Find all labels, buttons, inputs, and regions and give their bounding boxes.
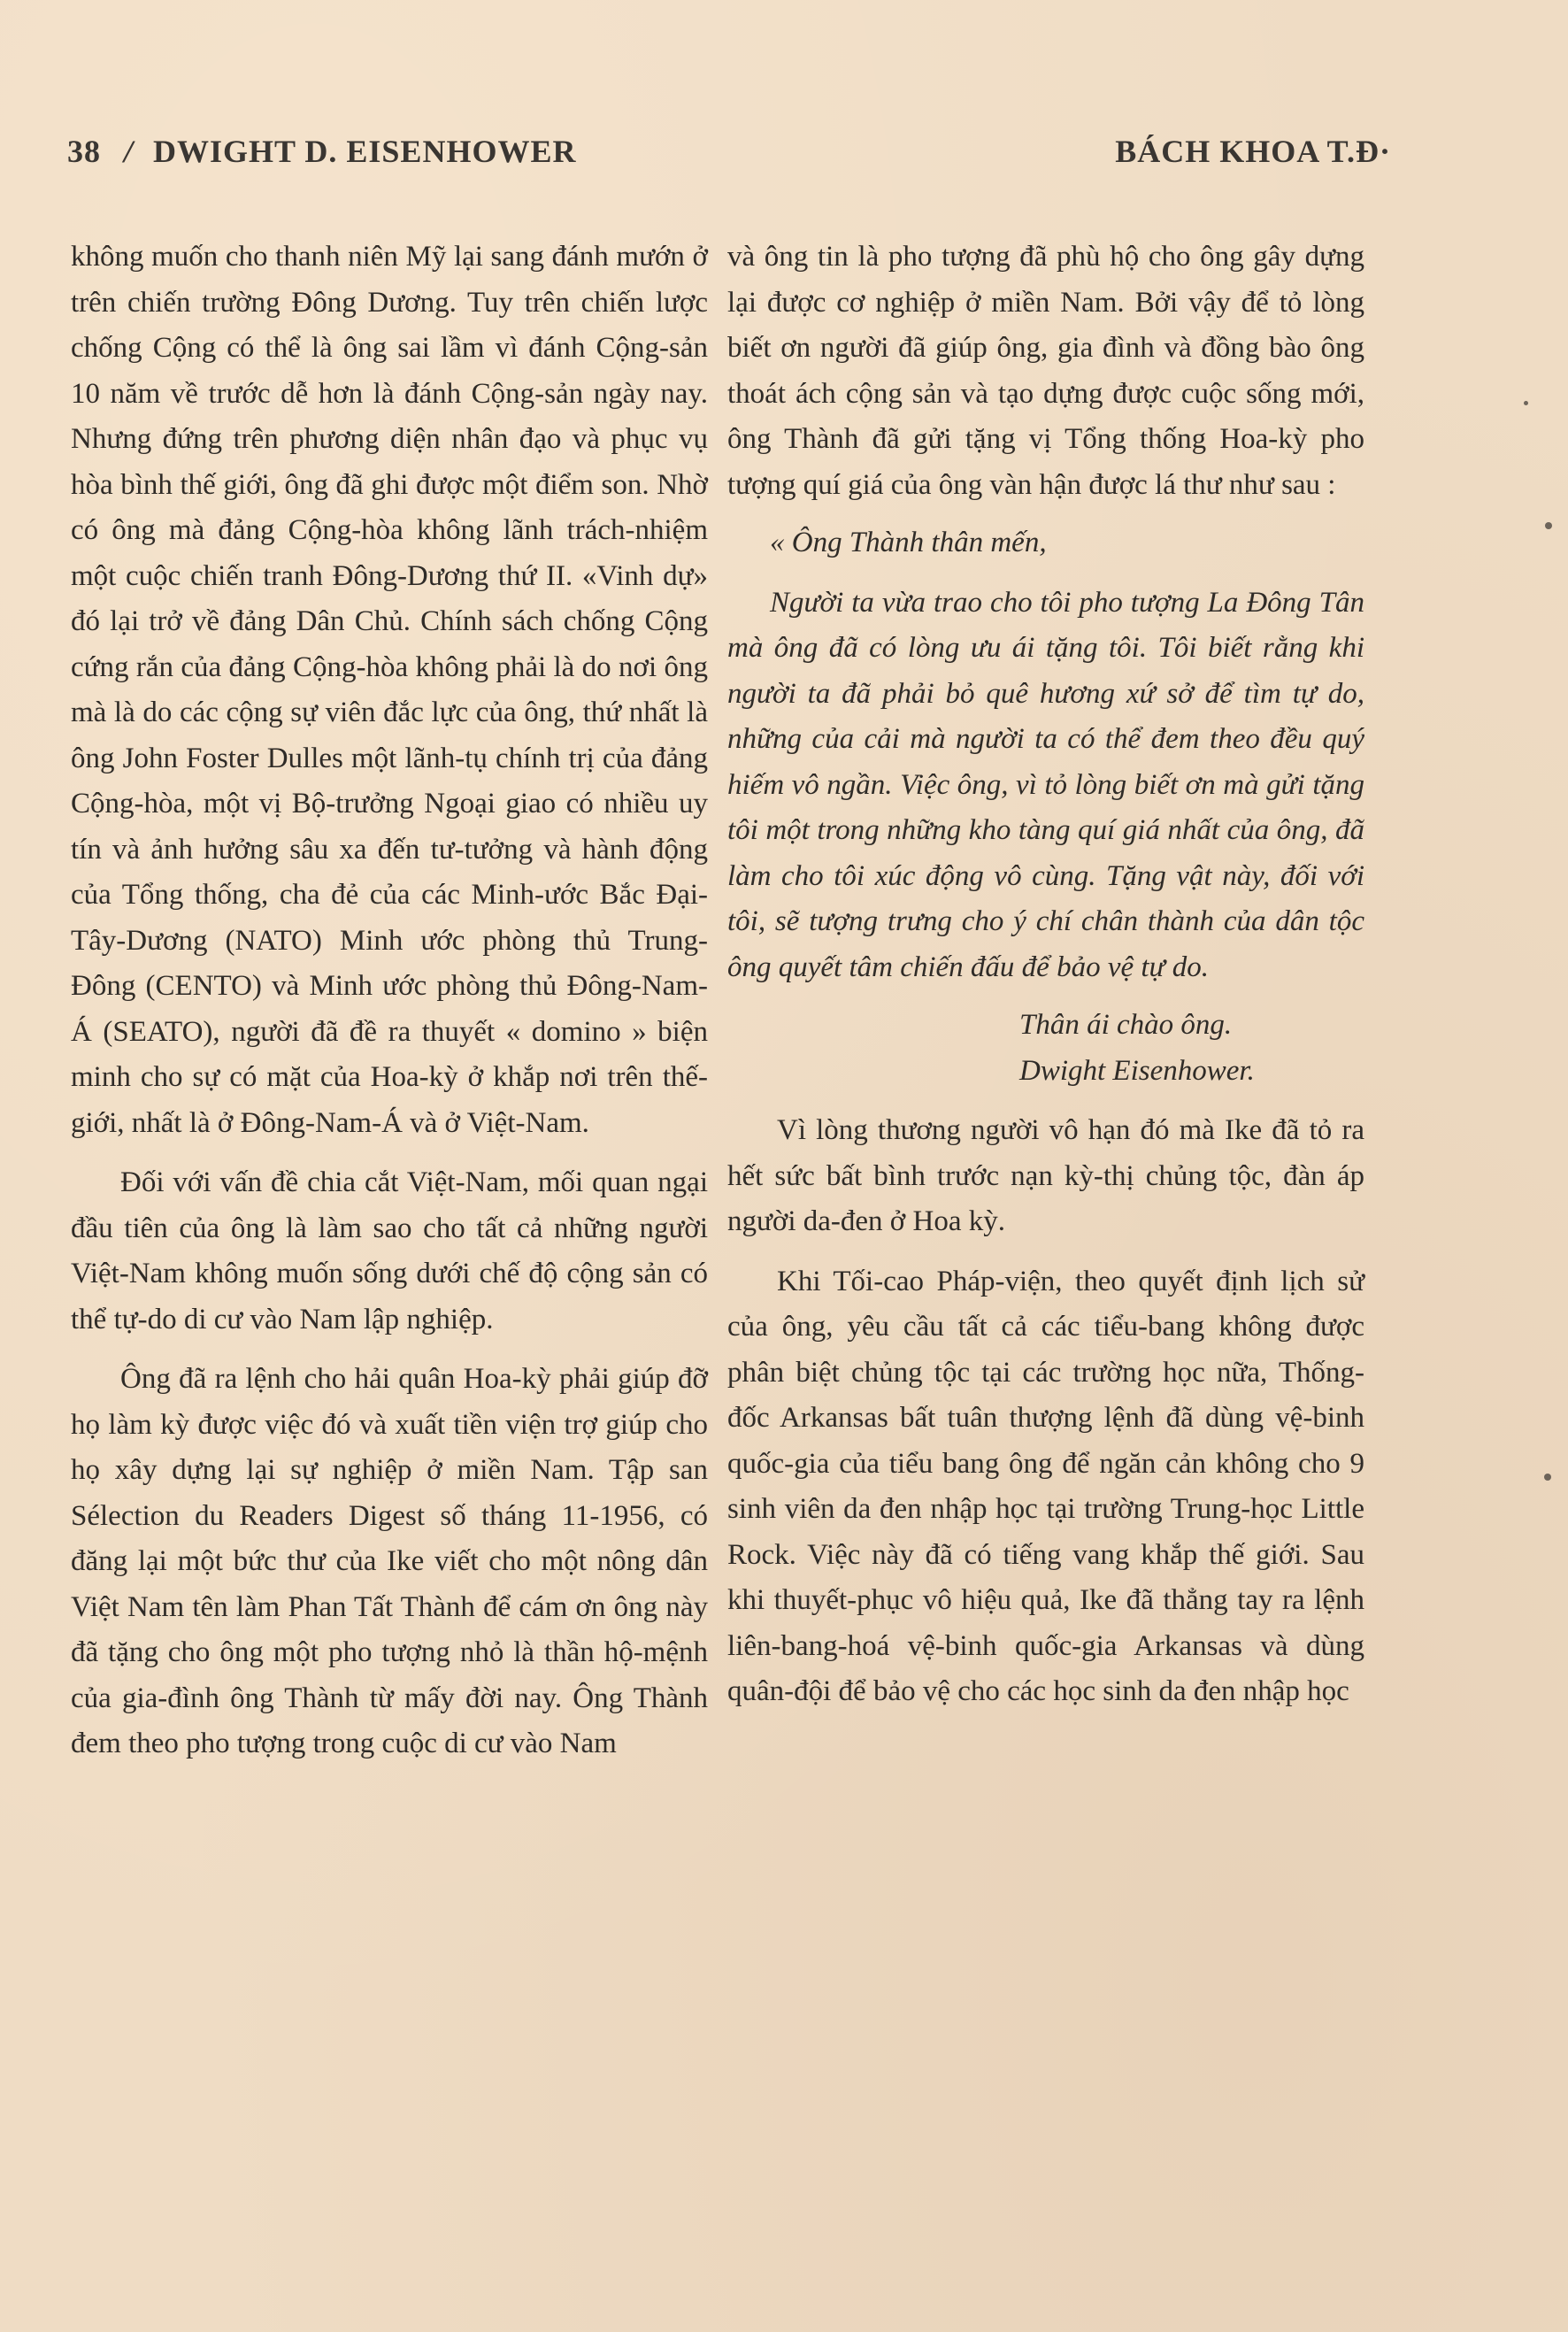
header-left <box>67 133 576 170</box>
article-title: DWIGHT D. EISENHOWER <box>153 134 577 169</box>
paper-speck <box>1545 522 1552 529</box>
page-header <box>67 133 1391 177</box>
letter-body: Người ta vừa trao cho tôi pho tượng La Đông Tân mà ông đã có lòng ưu ái tặng tôi. Tôi biết rằng khi người ta đã phải bỏ quê hương xứ sở để tìm tự do, những của cải mà người ta có thể đem theo đều quý hiếm vô ngần. Việc ông, vì tỏ lòng biết ơn mà gửi tặng tôi một trong những kho tàng quí giá nhất của ông, đã làm cho tôi xúc động vô cùng. Tặng vật này, đối với tôi, sẽ tượng trưng cho ý chí chân thành của dân tộc ông quyết tâm chiến đấu để bảo vệ tự do. <box>727 586 1364 983</box>
left-column <box>71 235 708 1767</box>
letter-salutation: « Ông Thành thân mến, <box>770 527 1047 558</box>
right-paragraph-3: Khi Tối-cao Pháp-viện, theo quyết định lịch sử của ông, yêu cầu tất cả các tiểu-bang không được phân biệt chủng tộc tại các trường học nữa, Thống-đốc Arkansas bất tuân thượng lệnh đã dùng vệ-binh quốc-gia của tiểu bang ông để ngăn cản không cho 9 sinh viên da đen nhập học tại trường Trung-học Little Rock. Việc này đã có tiếng vang khắp thế giới. Sau khi thuyết-phục vô hiệu quả, Ike đã thẳng tay ra lệnh liên-bang-hoá vệ-binh quốc-gia Arkansas và dùng quân-đội để bảo vệ cho các học sinh da đen nhập học <box>727 1265 1364 1707</box>
letter-signature: Dwight Eisenhower. <box>1019 1054 1255 1087</box>
left-paragraph-3: Ông đã ra lệnh cho hải quân Hoa-kỳ phải giúp đỡ họ làm kỳ được việc đó và xuất tiền viện trợ giúp cho họ xây dựng lại sự nghiệp ở miền Nam. Tập san Sélection du Readers Digest số tháng 11-1956, có đăng lại một bức thư của Ike viết cho một nông dân Việt Nam tên làm Phan Tất Thành để cám ơn ông này đã tặng cho ông một pho tượng nhỏ là thần hộ-mệnh của gia-đình ông Thành từ mấy đời nay. Ông Thành đem theo pho tượng trong cuộc di cư vào Nam <box>71 1363 708 1759</box>
right-paragraph-1: và ông tin là pho tượng đã phù hộ cho ông gây dựng lại được cơ nghiệp ở miền Nam. Bởi vậy để tỏ lòng biết ơn người đã giúp ông, gia đình và đồng bào ông thoát ách cộng sản và tạo dựng được cuộc sống mới, ông Thành đã gửi tặng vị Tổng thống Hoa-kỳ pho tượng quí giá của ông vàn hận được lá thư như sau : <box>727 241 1364 501</box>
header-slash: / <box>124 134 135 169</box>
right-column <box>727 235 1364 1715</box>
letter-closing: Thân ái chào ông. <box>1019 1009 1233 1041</box>
paper-speck <box>1544 1474 1551 1481</box>
paper-speck <box>1524 401 1528 405</box>
page-number: 38 <box>67 134 101 169</box>
right-paragraph-2: Vì lòng thương người vô hạn đó mà Ike đã tỏ ra hết sức bất bình trước nạn kỳ-thị chủng tộc, đàn áp người da-đen ở Hoa kỳ. <box>727 1114 1364 1237</box>
magazine-name: BÁCH KHOA T.Đ· <box>1115 134 1391 169</box>
left-paragraph-2: Đối với vấn đề chia cắt Việt-Nam, mối quan ngại đầu tiên của ông là làm sao cho tất cả những người Việt-Nam không muốn sống dưới chế độ cộng sản có thể tự-do di cư vào Nam lập nghiệp. <box>71 1166 708 1335</box>
left-paragraph-1: không muốn cho thanh niên Mỹ lại sang đánh mướn ở trên chiến trường Đông Dương. Tuy trên chiến lược chống Cộng có thể là ông sai lầm vì đánh Cộng-sản 10 năm về trước dễ hơn là đánh Cộng-sản ngày nay. Nhưng đứng trên phương diện nhân đạo và phục vụ hòa bình thế giới, ông đã ghi được một điểm son. Nhờ có ông mà đảng Cộng-hòa không lãnh trách-nhiệm một cuộc chiến tranh Đông-Dương thứ II. «Vinh dự» đó lại trở về đảng Dân Chủ. Chính sách chống Cộng cứng rắn của đảng Cộng-hòa không phải là do nơi ông mà là do các cộng sự viên đắc lực của ông, thứ nhất là ông John Foster Dulles một lãnh-tụ chính trị của đảng Cộng-hòa, một vị Bộ-trưởng Ngoại giao có nhiều uy tín và ảnh hưởng sâu xa đến tư-tưởng và hành động của Tổng thống, cha đẻ của các Minh-ước Bắc Đại-Tây-Dương (NATO) Minh ước phòng thủ Trung-Đông (CENTO) và Minh ước phòng thủ Đông-Nam-Á (SEATO), người đã đề ra thuyết « domino » biện minh cho sự có mặt của Hoa-kỳ ở khắp nơi trên thế-giới, nhất là ở Đông-Nam-Á và ở Việt-Nam. <box>71 241 708 1139</box>
